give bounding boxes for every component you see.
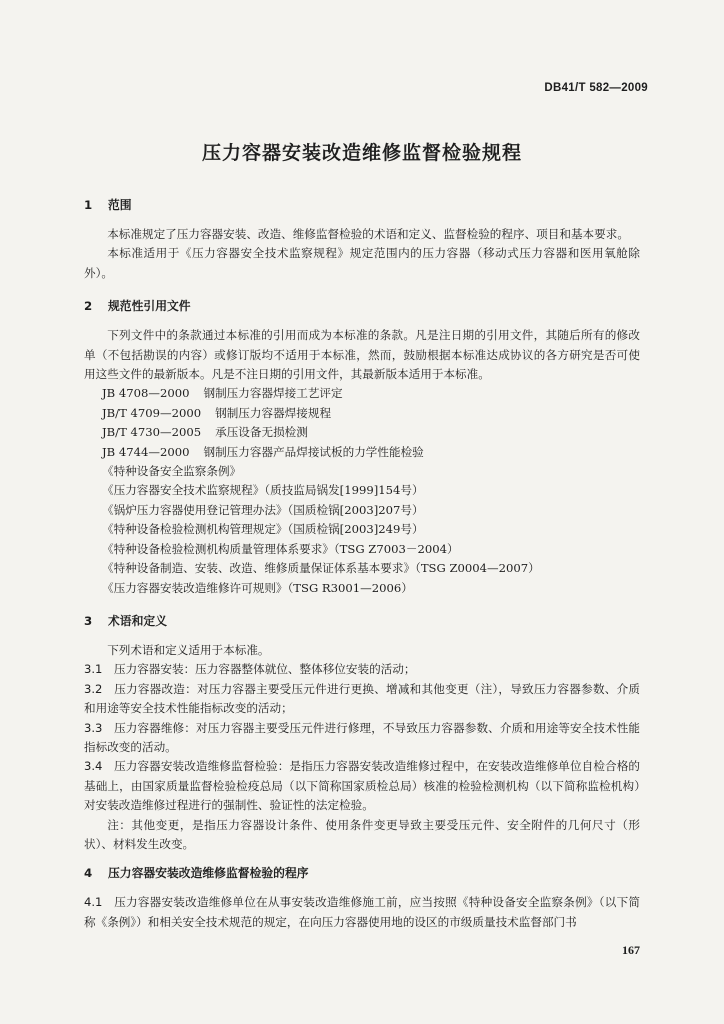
reference-item [84,384,640,403]
section-1-para-2: 本标准适用于《压力容器安全技术监察规程》规定范围内的压力容器（移动式压力容器和医用氧舱除外）。 [84,246,640,280]
reference-item [84,579,640,598]
reference-item [84,540,640,559]
section-2-intro: 下列文件中的条款通过本标准的引用而成为本标准的条款。凡是注日期的引用文件，其随后所有的修改单（不包括勘误的内容）或修订版均不适用于本标准，然而，鼓励根据本标准达成协议的各方研究是否可使用这些文件的最新版本。凡是不注日期的引用文件，其最新版本适用于本标准。 [84,328,640,382]
reference-name: 钢制压力容器焊接规程 [215,405,332,420]
reference-name: 《压力容器安全技术监察规程》（质技监局锅发[1999]154号） [102,483,424,498]
reference-item [84,520,640,539]
reference-code: JB/T 4730—2005 [102,425,202,440]
section-title: 压力容器安装改造维修监督检验的程序 [108,866,309,881]
reference-code: JB 4708—2000 [102,386,190,401]
section-2-heading [84,297,640,316]
clause-text: 压力容器改造：对压力容器主要受压元件进行更换、增减和其他变更（注），导致压力容器参数、介质和用途等安全技术性能指标改变的活动； [84,681,640,716]
clause-number: 3.3 [84,720,103,735]
section-4-heading [84,864,640,883]
section-title: 规范性引用文件 [108,299,191,314]
reference-item [84,423,640,442]
reference-item [84,501,640,520]
section-number: 1 [84,198,93,212]
reference-code: JB/T 4709—2000 [102,405,202,420]
clause-text: 压力容器安装：压力容器整体就位、整体移位安装的活动； [114,662,416,677]
reference-name: 《特种设备制造、安装、改造、维修质量保证体系基本要求》（TSG Z0004—2007） [102,561,540,576]
section-number: 4 [84,866,93,881]
reference-code: JB 4744—2000 [102,444,190,459]
clause-4-1 [84,893,640,932]
section-number: 2 [84,299,93,314]
section-3-heading [84,612,640,631]
clause-number: 3.2 [84,681,103,696]
clause-text: 压力容器安装改造维修单位在从事安装改造维修施工前，应当按照《特种设备安全监察条例》（以下简称《条例》）和相关安全技术规范的规定，在向压力容器使用地的设区的市级质量技术监督部门书 [84,895,640,929]
reference-name: 《特种设备检验检测机构质量管理体系要求》（TSG Z7003－2004） [102,541,459,556]
clause-3-3 [84,719,640,758]
reference-name: 钢制压力容器焊接工艺评定 [203,386,343,401]
reference-name: 钢制压力容器产品焊接试板的力学性能检验 [203,444,424,459]
reference-item [84,481,640,500]
reference-name: 《特种设备安全监察条例》 [102,464,242,479]
reference-item [84,404,640,423]
section-1-heading [84,196,640,215]
clause-number: 4.1 [84,895,103,910]
page-number: 167 [622,943,640,957]
document-body [84,196,640,932]
reference-name: 《特种设备检验检测机构管理规定》（国质检锅[2003]249号） [102,522,424,537]
clause-number: 3.4 [84,759,103,774]
document-title: 压力容器安装改造维修监督检验规程 [201,142,522,164]
clause-text: 压力容器安装改造维修监督检验：是指压力容器安装改造维修过程中，在安装改造维修单位自检合格的基础上，由国家质量监督检验检疫总局（以下简称国家质检总局）核准的检验检测机构（以下简称监检机构）对安装改造维修过程进行的强制性、验证性的法定检验。 [84,759,640,813]
reference-item [84,559,640,578]
section-number: 3 [84,613,93,628]
clause-3-1 [84,660,640,679]
reference-name: 承压设备无损检测 [215,425,308,440]
reference-item [84,443,640,462]
clause-number: 3.1 [84,662,103,677]
clause-note: 注：其他变更，是指压力容器设计条件、使用条件变更导致主要受压元件、安全附件的几何尺寸（形状）、材料发生改变。 [84,817,640,851]
standard-code: DB41/T 582—2009 [544,82,648,94]
reference-name: 《锅炉压力容器使用登记管理办法》（国质检锅[2003]207号） [102,502,424,517]
section-1-para-1: 本标准规定了压力容器安装、改造、维修监督检验的术语和定义、监督检验的程序、项目和基本要求。 [107,227,629,241]
reference-list [84,384,640,597]
section-3-intro: 下列术语和定义适用于本标准。 [107,642,270,657]
clause-text: 压力容器维修：对压力容器主要受压元件进行修理，不导致压力容器参数、介质和用途等安全技术性能指标改变的活动。 [84,720,640,754]
section-title: 术语和定义 [108,613,167,628]
clause-3-4 [84,757,640,815]
reference-name: 《压力容器安装改造维修许可规则》（TSG R3001—2006） [102,580,413,595]
reference-item [84,462,640,481]
section-title: 范围 [108,198,132,212]
clause-3-2 [84,680,640,719]
